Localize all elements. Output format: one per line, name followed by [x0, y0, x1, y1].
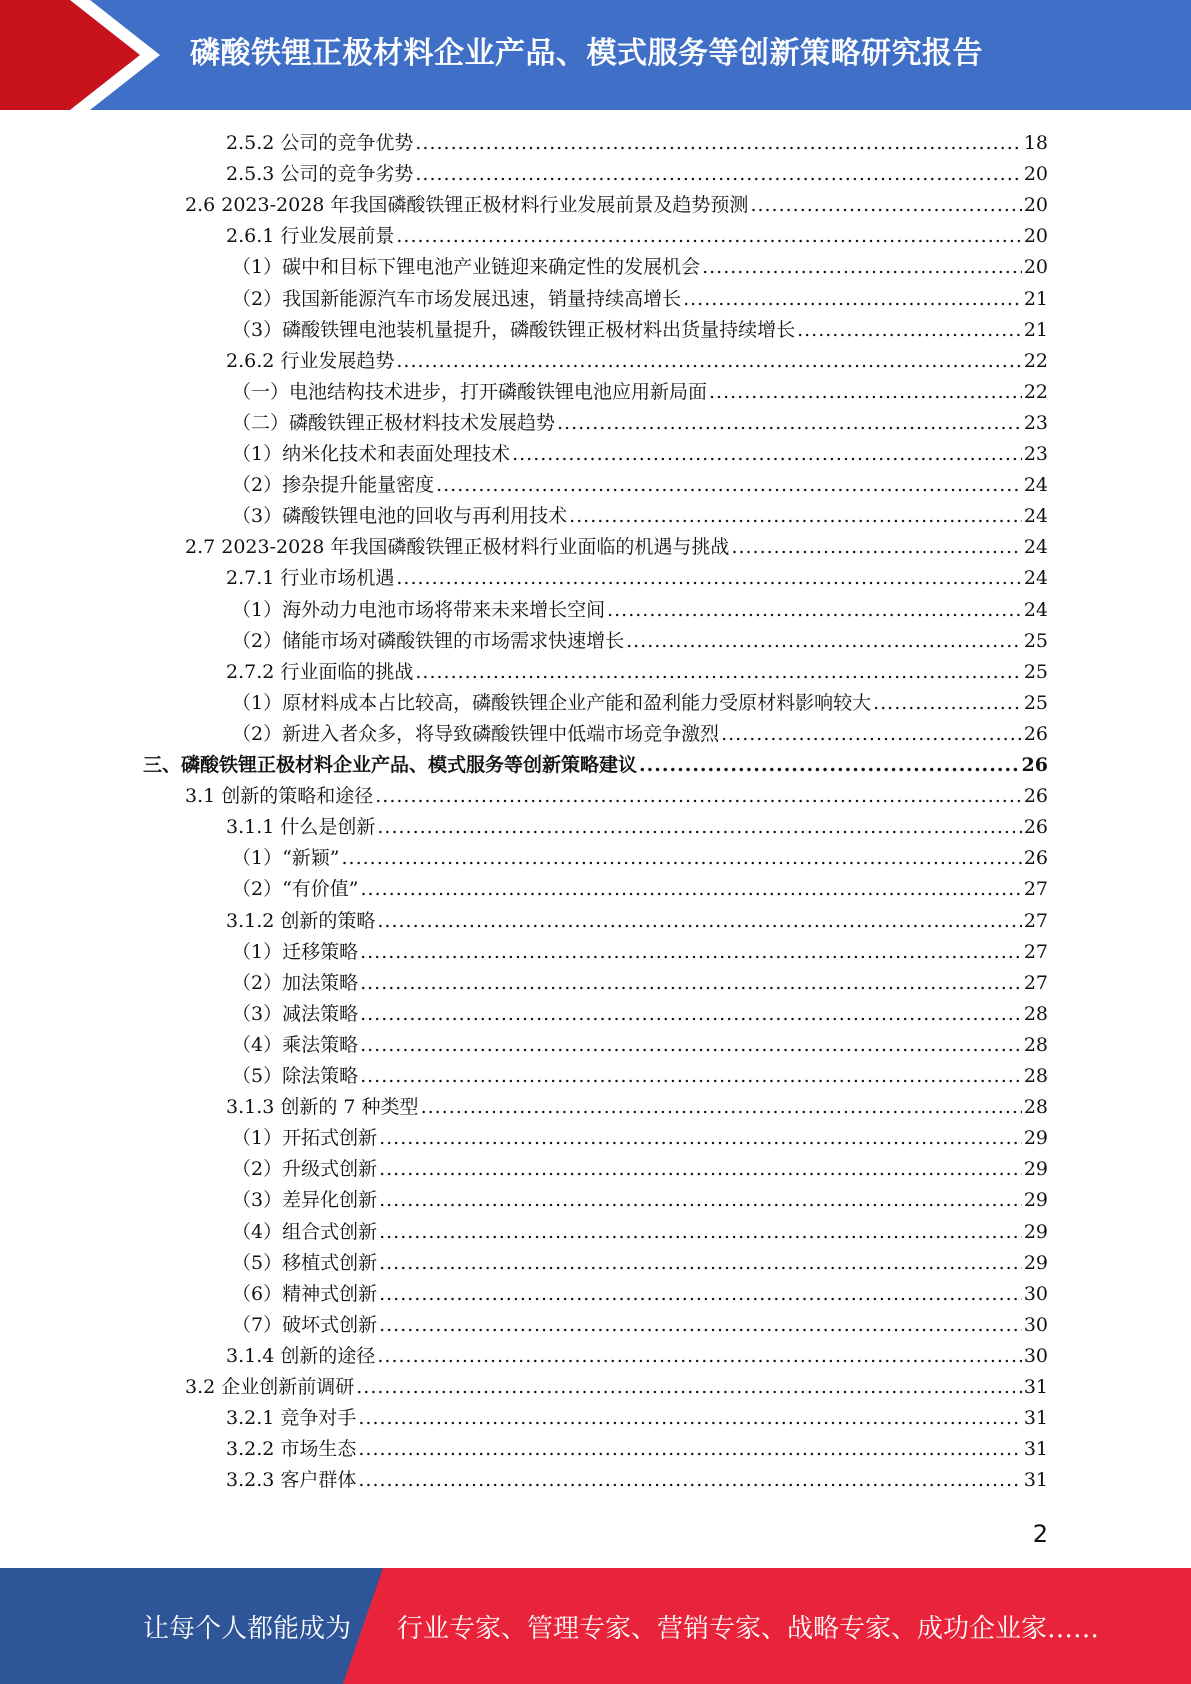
toc-leader-dots [360, 937, 1022, 967]
toc-entry[interactable] [226, 159, 1048, 189]
toc-entry-label: （3）减法策略 [232, 1002, 359, 1025]
toc-entry[interactable] [232, 377, 1048, 407]
footer-slogan-left: 让每个人都能成为 [143, 1614, 352, 1644]
toc-entry-page: 29 [1023, 1220, 1048, 1243]
toc-entry-label: （2）“有价值” [232, 878, 359, 901]
toc-entry-label: 2.7.2 行业面临的挑战 [226, 660, 414, 683]
toc-leader-dots [356, 1372, 1022, 1402]
toc-entry[interactable] [143, 750, 1048, 780]
toc-entry[interactable] [226, 1465, 1048, 1495]
toc-leader-dots [377, 906, 1021, 936]
toc-entry[interactable] [226, 1341, 1048, 1371]
toc-leader-dots [709, 377, 1022, 407]
toc-leader-dots [358, 1434, 1021, 1464]
toc-leader-dots [379, 1154, 1022, 1184]
toc-entry-page: 24 [1023, 536, 1048, 559]
toc-entry[interactable] [232, 937, 1048, 967]
toc-entry-label: 3.1.3 创新的 7 种类型 [226, 1096, 419, 1119]
toc-entry[interactable] [226, 221, 1048, 251]
toc-entry-label: （7）破坏式创新 [232, 1313, 378, 1336]
toc-entry-page: 25 [1023, 629, 1048, 652]
toc-entry-label: 2.6.2 行业发展趋势 [226, 349, 395, 372]
toc-entry-page: 23 [1023, 443, 1048, 465]
toc-entry-label: （2）我国新能源汽车市场发展迅速，销量持续高增长 [232, 287, 682, 310]
toc-entry-page: 21 [1023, 318, 1048, 341]
toc-entry[interactable] [232, 1061, 1048, 1091]
toc-entry-label: 3.1.4 创新的途径 [226, 1344, 376, 1367]
toc-entry[interactable] [226, 346, 1048, 376]
toc-leader-dots [377, 1341, 1021, 1371]
toc-entry-label: 2.5.3 公司的竞争劣势 [226, 163, 414, 186]
toc-leader-dots [639, 750, 1020, 780]
toc-entry-page: 23 [1023, 411, 1048, 434]
toc-entry[interactable] [232, 595, 1048, 625]
toc-leader-dots [379, 1217, 1022, 1247]
toc-leader-dots [361, 874, 1022, 904]
toc-entry-page: 29 [1023, 1251, 1048, 1274]
toc-entry-page: 24 [1023, 567, 1048, 590]
toc-leader-dots [360, 1061, 1022, 1091]
toc-entry-page: 28 [1023, 1002, 1048, 1025]
toc-entry[interactable] [226, 657, 1048, 687]
toc-entry[interactable] [185, 190, 1048, 220]
toc-entry-label: 三、磷酸铁锂正极材料企业产品、模式服务等创新策略建议 [143, 754, 638, 776]
toc-entry-label: （一）电池结构技术进步，打开磷酸铁锂电池应用新局面 [232, 380, 708, 403]
toc-entry[interactable] [185, 532, 1048, 562]
toc-leader-dots [415, 128, 1021, 158]
toc-leader-dots [721, 719, 1022, 749]
toc-entry-label: （二）磷酸铁锂正极材料技术发展趋势 [232, 411, 556, 434]
toc-entry-page: 28 [1023, 1065, 1048, 1087]
toc-leader-dots [569, 501, 1022, 531]
toc-entry[interactable] [226, 563, 1048, 593]
toc-entry[interactable] [232, 1310, 1048, 1340]
toc-leader-dots [379, 1248, 1022, 1278]
toc-entry[interactable] [226, 1403, 1048, 1433]
toc-entry[interactable] [232, 315, 1048, 345]
toc-entry[interactable] [226, 1092, 1048, 1122]
toc-entry-page: 29 [1023, 1158, 1048, 1181]
toc-entry-page: 27 [1023, 878, 1048, 901]
toc-entry-page: 20 [1023, 225, 1048, 248]
toc-entry[interactable] [232, 1185, 1048, 1215]
toc-entry[interactable] [232, 999, 1048, 1029]
toc-entry-label: 3.2.2 市场生态 [226, 1438, 357, 1461]
toc-entry-label: （2）储能市场对磷酸铁锂的市场需求快速增长 [232, 629, 625, 652]
toc-entry-page: 28 [1023, 1033, 1048, 1056]
toc-leader-dots [360, 999, 1022, 1029]
toc-entry-label: 3.1 创新的策略和途径 [185, 785, 374, 808]
toc-entry-label: （2）加法策略 [232, 971, 359, 994]
toc-leader-dots [360, 1030, 1022, 1060]
toc-entry-page: 28 [1023, 1096, 1048, 1119]
toc-entry-page: 22 [1023, 349, 1048, 372]
report-title: 磷酸铁锂正极材料企业产品、模式服务等创新策略研究报告 [190, 36, 983, 71]
toc-entry-page: 27 [1023, 940, 1048, 963]
toc-leader-dots [415, 657, 1021, 687]
footer-slogan-right: 行业专家、管理专家、营销专家、战略专家、成功企业家…… [397, 1614, 1100, 1644]
toc-entry[interactable] [226, 1434, 1048, 1464]
toc-leader-dots [358, 1403, 1021, 1433]
toc-entry-label: （1）原材料成本占比较高，磷酸铁锂企业产能和盈利能力受原材料影响较大 [232, 691, 872, 714]
page-number: 2 [1032, 1520, 1048, 1548]
toc-entry-page: 24 [1023, 505, 1048, 528]
toc-entry-label: 2.6 2023-2028 年我国磷酸铁锂正极材料行业发展前景及趋势预测 [185, 194, 749, 217]
toc-leader-dots [342, 843, 1022, 873]
toc-entry-label: （5）移植式创新 [232, 1251, 378, 1274]
toc-entry-label: 3.1.1 什么是创新 [226, 816, 376, 839]
toc-leader-dots [750, 190, 1021, 220]
toc-leader-dots [396, 346, 1021, 376]
toc-entry-label: （4）组合式创新 [232, 1220, 378, 1243]
toc-entry[interactable] [232, 874, 1048, 904]
toc-entry-label: （1）迁移策略 [232, 940, 359, 963]
toc-entry-page: 26 [1023, 847, 1048, 870]
toc-leader-dots [512, 439, 1022, 469]
toc-leader-dots [607, 595, 1022, 625]
toc-entry-page: 21 [1023, 287, 1048, 310]
toc-entry-label: （3）磷酸铁锂电池的回收与再利用技术 [232, 505, 568, 528]
toc-leader-dots [731, 532, 1021, 562]
toc-entry-label: （1）纳米化技术和表面处理技术 [232, 443, 511, 465]
header-banner [0, 0, 1191, 110]
toc-leader-dots [379, 1185, 1022, 1215]
toc-entry[interactable] [232, 501, 1048, 531]
toc-leader-dots [557, 408, 1022, 438]
toc-entry[interactable] [232, 1123, 1048, 1153]
toc-entry-page: 22 [1023, 380, 1048, 403]
toc-leader-dots [797, 315, 1022, 345]
toc-entry-page: 29 [1023, 1127, 1048, 1150]
toc-leader-dots [702, 252, 1022, 282]
toc-leader-dots [683, 284, 1022, 314]
toc-leader-dots [379, 1310, 1022, 1340]
toc-leader-dots [360, 968, 1022, 998]
toc-entry-label: 2.6.1 行业发展前景 [226, 225, 395, 248]
toc-entry-page: 30 [1023, 1344, 1048, 1367]
toc-leader-dots [626, 626, 1022, 656]
toc-entry-label: 2.7 2023-2028 年我国磷酸铁锂正极材料行业面临的机遇与挑战 [185, 536, 730, 559]
toc-leader-dots [379, 1279, 1022, 1309]
toc-entry-label: （1）碳中和目标下锂电池产业链迎来确定性的发展机会 [232, 256, 701, 279]
toc-entry-page: 20 [1023, 163, 1048, 186]
toc-leader-dots [377, 812, 1021, 842]
toc-entry-label: （2）掺杂提升能量密度 [232, 474, 435, 497]
toc-entry[interactable] [232, 1030, 1048, 1060]
toc-entry[interactable] [232, 688, 1048, 718]
toc-entry-label: （3）差异化创新 [232, 1189, 378, 1212]
toc-entry-page: 26 [1023, 785, 1048, 808]
toc-entry-page: 25 [1023, 691, 1048, 714]
toc-entry-page: 27 [1023, 971, 1048, 994]
toc-leader-dots [375, 781, 1022, 811]
toc-entry[interactable] [232, 1279, 1048, 1309]
toc-entry[interactable] [232, 968, 1048, 998]
toc-entry-page: 27 [1023, 909, 1048, 932]
footer-banner [0, 1568, 1191, 1684]
toc-entry-page: 31 [1023, 1438, 1048, 1461]
toc-entry-label: 3.2.1 竞争对手 [226, 1407, 357, 1430]
toc-entry-label: （4）乘法策略 [232, 1033, 359, 1056]
toc-leader-dots [421, 1092, 1022, 1122]
toc-entry[interactable] [185, 1372, 1048, 1402]
toc-entry-page: 25 [1023, 660, 1048, 683]
toc-entry[interactable] [232, 284, 1048, 314]
toc-entry[interactable] [232, 626, 1048, 656]
toc-leader-dots [396, 221, 1021, 251]
toc-entry-page: 31 [1023, 1469, 1048, 1492]
toc-entry[interactable] [226, 906, 1048, 936]
toc-entry-page: 18 [1023, 132, 1048, 154]
toc-entry[interactable] [232, 1217, 1048, 1247]
toc-entry-label: 3.2.3 客户群体 [226, 1469, 357, 1492]
toc-entry-page: 20 [1023, 194, 1048, 217]
toc-entry-label: （1）开拓式创新 [232, 1127, 378, 1150]
toc-leader-dots [873, 688, 1022, 718]
toc-entry-label: （2）升级式创新 [232, 1158, 378, 1181]
toc-entry[interactable] [232, 408, 1048, 438]
toc-entry-label: （1）“新颖” [232, 847, 340, 870]
toc-entry-label: 3.2 企业创新前调研 [185, 1376, 355, 1398]
toc-entry[interactable] [232, 252, 1048, 282]
toc-entry-page: 20 [1023, 256, 1048, 279]
toc-entry-page: 26 [1023, 722, 1048, 745]
toc-entry-page: 31 [1023, 1376, 1048, 1398]
toc-entry[interactable] [232, 843, 1048, 873]
toc-entry[interactable] [232, 1248, 1048, 1278]
toc-leader-dots [415, 159, 1021, 189]
toc-leader-dots [396, 563, 1021, 593]
toc-entry-page: 30 [1023, 1313, 1048, 1336]
toc-entry[interactable] [232, 470, 1048, 500]
toc-entry[interactable] [226, 812, 1048, 842]
toc-entry[interactable] [232, 719, 1048, 749]
toc-entry[interactable] [226, 128, 1048, 158]
toc-leader-dots [358, 1465, 1021, 1495]
toc-entry-label: （3）磷酸铁锂电池装机量提升，磷酸铁锂正极材料出货量持续增长 [232, 318, 796, 341]
toc-entry-label: 2.5.2 公司的竞争优势 [226, 132, 414, 154]
toc-entry-label: （6）精神式创新 [232, 1282, 378, 1305]
toc-entry-page: 24 [1023, 598, 1048, 621]
toc-entry-label: （5）除法策略 [232, 1065, 359, 1087]
toc-entry-label: （2）新进入者众多，将导致磷酸铁锂中低端市场竞争激烈 [232, 722, 720, 745]
toc-entry-page: 26 [1023, 816, 1048, 839]
toc-entry[interactable] [185, 781, 1048, 811]
toc-entry[interactable] [232, 1154, 1048, 1184]
toc-entry-label: 2.7.1 行业市场机遇 [226, 567, 395, 590]
toc-entry-page: 24 [1023, 474, 1048, 497]
toc-entry[interactable] [232, 439, 1048, 469]
toc-entry-page: 31 [1023, 1407, 1048, 1430]
header-arrow-shape [0, 0, 180, 110]
toc-entry-label: （1）海外动力电池市场将带来未来增长空间 [232, 598, 606, 621]
toc-entry-page: 30 [1023, 1282, 1048, 1305]
toc-leader-dots [379, 1123, 1022, 1153]
toc-leader-dots [436, 470, 1022, 500]
toc-entry-page: 26 [1021, 754, 1048, 776]
toc-entry-page: 29 [1023, 1189, 1048, 1212]
toc-entry-label: 3.1.2 创新的策略 [226, 909, 376, 932]
